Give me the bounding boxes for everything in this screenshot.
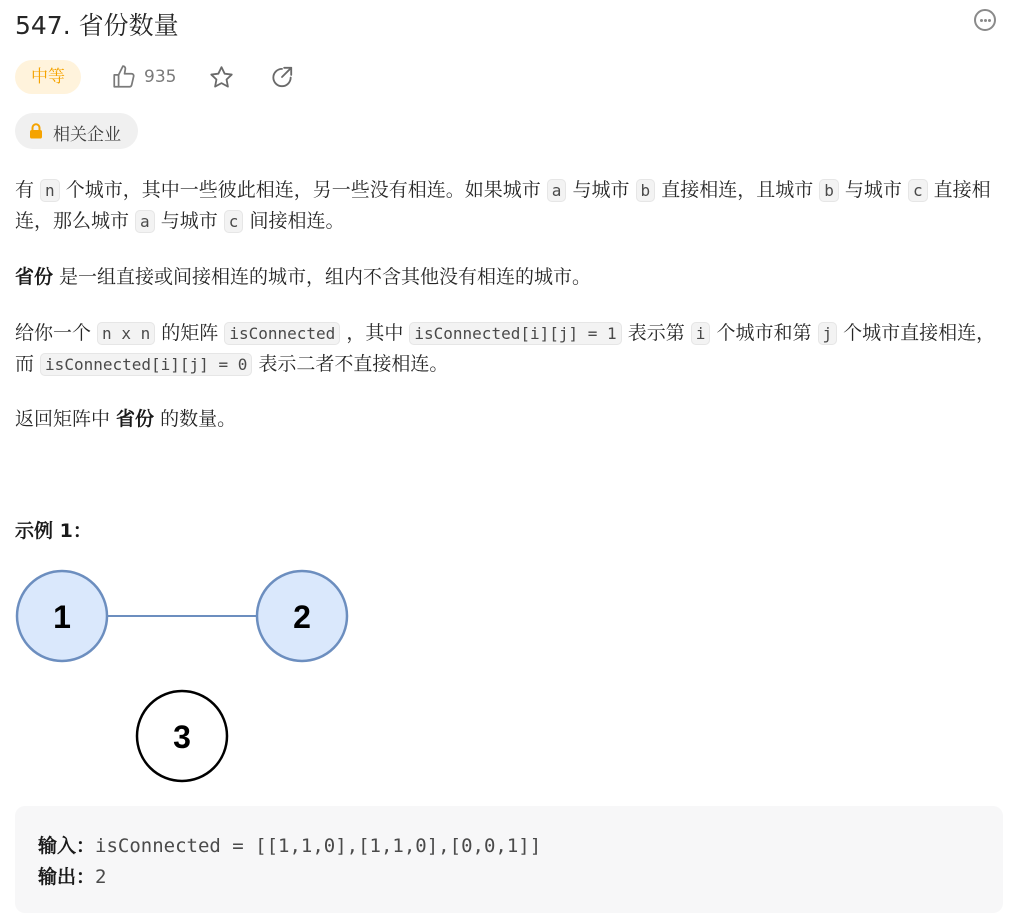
lock-icon [29,123,43,139]
share-icon[interactable] [269,64,295,90]
inline-code: a [547,179,567,202]
inline-code: c [908,179,928,202]
thumbs-up-icon [111,64,137,90]
inline-code: isConnected[i][j] = 1 [409,322,621,345]
difficulty-badge: 中等 [15,60,81,94]
star-icon[interactable] [208,64,235,91]
inline-code: isConnected[i][j] = 0 [40,353,252,376]
description-paragraph-4: 返回矩阵中 省份 的数量。 [15,408,237,430]
description-paragraph-1: 有 n 个城市，其中一些彼此相连，另一些没有相连。如果城市 a 与城市 b 直接相连，且城市 b 与城市 c 直接相连，那么城市 a 与城市 c 间接相连。 [15,179,991,232]
graph-node-label: 2 [293,599,311,635]
example-title: 示例 1： [15,520,92,542]
inline-code: i [691,322,711,345]
inline-code: b [819,179,839,202]
graph-node-1 [17,571,107,661]
example-output [38,862,106,889]
example-input [38,831,541,858]
bold-term: 省份 [15,266,54,288]
input-value: isConnected = [[1,1,0],[1,1,0],[0,0,1]] [95,835,542,857]
related-companies-label: 相关企业 [53,125,121,145]
inline-code: a [135,210,155,233]
problem-meta-bar [15,60,415,94]
page-title: 547. 省份数量 [15,11,179,40]
description-paragraph-3: 给你一个 n x n 的矩阵 isConnected ，其中 isConnected[i][j] = 1 表示第 i 个城市和第 j 个城市直接相连，而 isConnected[i][j] = 0 表示二者不直接相连。 [15,322,996,375]
inline-code: b [636,179,656,202]
more-options-icon[interactable] [974,9,996,31]
description-paragraph-2: 省份 是一组直接或间接相连的城市，组内不含其他没有相连的城市。 [15,266,592,288]
input-label: 输入： [38,835,96,857]
graph-node-label: 3 [173,719,191,755]
inline-code: c [224,210,244,233]
bold-term: 省份 [116,408,155,430]
output-value: 2 [95,866,107,888]
like-count: 935 [144,67,177,87]
graph-node-label: 1 [53,599,71,635]
graph-node-2 [257,571,347,661]
graph-node-3 [137,691,227,781]
inline-code: j [818,322,838,345]
example-graph [0,560,360,784]
inline-code: n [40,179,60,202]
inline-code: n x n [97,322,155,345]
example-io-box [15,806,1003,913]
related-companies-tag[interactable] [15,113,138,149]
inline-code: isConnected [224,322,340,345]
output-label: 输出： [38,866,96,888]
